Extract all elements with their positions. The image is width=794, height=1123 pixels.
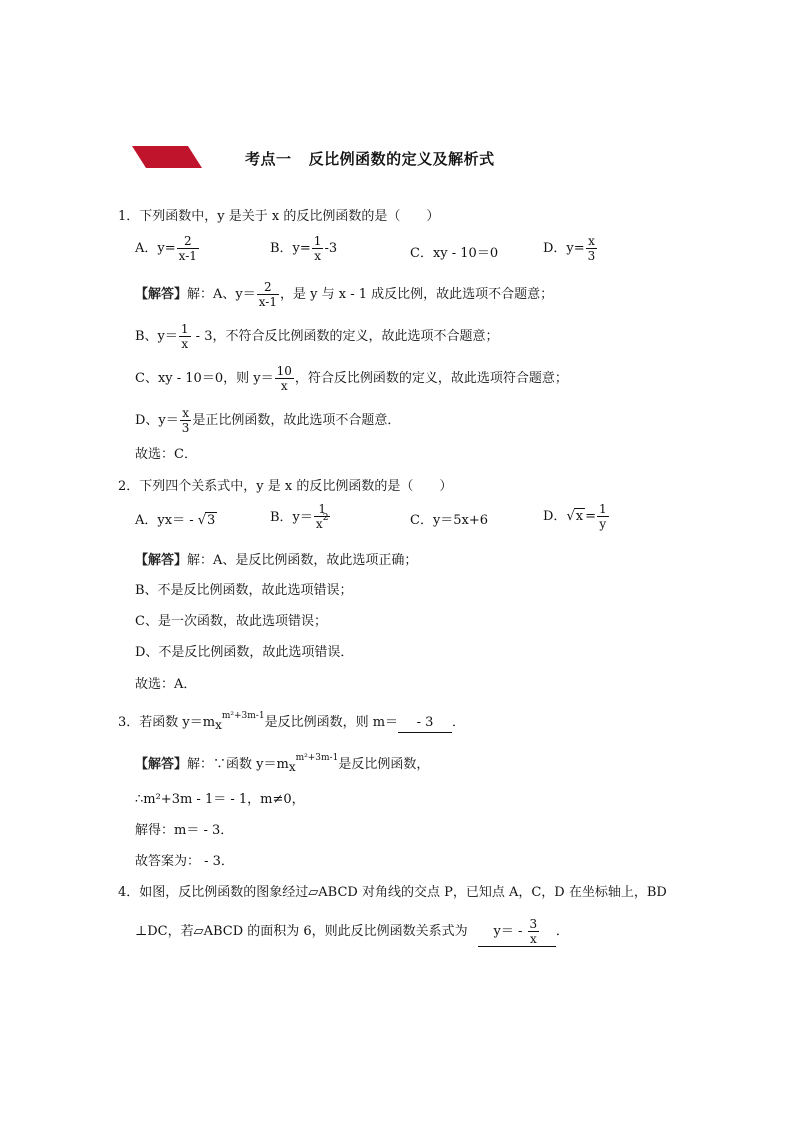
q3-stem-end: ．	[452, 715, 466, 730]
q2-option-b	[270, 502, 331, 533]
q3-answer-blank: - 3	[398, 714, 452, 733]
q2-option-d-eq: =	[585, 509, 596, 524]
q2-option-b-den: x	[315, 517, 323, 531]
q1-option-b	[270, 234, 337, 263]
q1-option-b-fraction	[312, 234, 324, 263]
q1-answer-c-post: ，符合反比例函数的定义，故此选项符合题意；	[294, 371, 568, 386]
q2-option-a-radicand: 3	[207, 513, 216, 528]
q1-answer-a	[135, 280, 553, 309]
q1-option-a	[135, 234, 200, 263]
q4-line-2-end: ．	[555, 924, 569, 939]
q1-option-c: C．xy - 10＝0	[410, 246, 499, 261]
q2-option-b-num: 1	[314, 502, 331, 517]
q1-answer-a-post: ，是 y 与 x - 1 成反比例，故此选项不合题意；	[280, 287, 554, 302]
q3-stem-post: 是反比例函数，则 m＝	[264, 715, 399, 730]
q1-option-d-num: x	[586, 234, 598, 249]
q1-answer-d-den: 3	[181, 421, 190, 435]
q2-option-b-label: B．y＝	[270, 510, 313, 525]
q2-option-d-label: D．	[543, 509, 567, 524]
q1-answer-d-num: x	[180, 406, 192, 421]
q4-blank-den: x	[529, 932, 537, 946]
q1-answer-c-pre: C、xy - 10＝0，则 y＝	[135, 371, 274, 386]
q1-option-d-den: 3	[587, 249, 596, 263]
q2-option-d-num: 1	[598, 502, 607, 516]
q2-option-d-radicand: x	[575, 509, 584, 524]
q1-answer-b-den: x	[181, 337, 189, 351]
q2-option-d-den: y	[599, 517, 607, 531]
q3-answer-1	[135, 755, 429, 775]
q1-option-d-fraction	[586, 234, 598, 263]
q1-option-a-fraction	[177, 234, 199, 263]
q1-answer-b	[135, 322, 498, 351]
q1-option-b-num: 1	[313, 234, 322, 248]
q1-answer-b-post: - 3，不符合反比例函数的定义，故此选项不合题意；	[191, 329, 499, 344]
q4-blank-fraction	[528, 917, 540, 946]
q4-line-2	[135, 917, 569, 947]
q2-option-d: D．√x = $\frac{1}{y}$	[543, 502, 607, 531]
q2-option-c: C．y＝5x+6	[410, 513, 489, 528]
q1-answer-d	[135, 406, 400, 435]
q1-answer-a-num: 2	[257, 280, 279, 295]
q2-answer-c: C、是一次函数，故此选项错误；	[135, 614, 327, 629]
q1-stem: 1．下列函数中，y 是关于 x 的反比例函数的是（ ）	[118, 209, 440, 224]
q2-choice: 故选：A．	[135, 677, 197, 692]
q1-answer-a-den: x-1	[258, 295, 277, 309]
q2-answer-a-text: 解：A、是反比例函数，故此选项正确；	[187, 553, 418, 568]
q1-answer-d-post: 是正比例函数，故此选项不合题意．	[192, 413, 401, 428]
q1-option-a-den: x-1	[178, 249, 197, 263]
q1-option-b-den: x	[314, 249, 321, 263]
q3-answer-1-pre: 解：∵函数 y＝m	[187, 757, 289, 772]
q2-option-d-fraction	[597, 502, 609, 531]
q4-blank-pre: y＝ -	[493, 924, 527, 939]
q1-option-d-label: D．y=	[543, 241, 585, 256]
q2-answer-d: D、不是反比例函数，故此选项错误．	[135, 645, 354, 660]
q1-option-d	[543, 234, 598, 263]
q2-option-b-fraction	[314, 502, 331, 533]
q1-choice: 故选：C．	[135, 447, 197, 462]
q2-answer-a	[135, 552, 417, 570]
q1-answer-d-pre: D、y＝	[135, 413, 179, 428]
q1-answer-c-den: x	[280, 379, 288, 393]
q1-answer-tag: 【解答】	[135, 287, 188, 302]
q1-option-a-label: A．y=	[135, 241, 176, 256]
q1-answer-d-fraction	[180, 406, 192, 435]
q1-answer-b-pre: B、y＝	[135, 329, 178, 344]
q2-answer-b: B、不是反比例函数，故此选项错误；	[135, 583, 353, 598]
q3-answer-2: ∴m²+3m - 1＝ - 1，m≠0，	[135, 792, 305, 807]
q3-answer-1-post: 是反比例函数，	[338, 757, 430, 772]
q2-stem: 2．下列四个关系式中，y 是 x 的反比例函数的是（ ）	[118, 479, 453, 494]
q1-option-b-tail: -3	[324, 241, 338, 256]
q1-answer-c-fraction	[275, 364, 294, 393]
q2-option-a-pre: A．yx＝ -	[135, 513, 198, 528]
q1-answer-c	[135, 364, 568, 393]
q3-answer-tag: 【解答】	[135, 757, 188, 772]
q1-option-a-num: 2	[177, 234, 199, 249]
q3-answer-1-x: x	[288, 760, 296, 774]
q2-answer-tag: 【解答】	[135, 553, 188, 568]
q1-answer-a-pre: 解：A、y＝	[187, 287, 256, 302]
q4-line-1: 4．如图，反比例函数的图象经过▱ABCD 对角线的交点 P，已知点 A，C，D 在坐标轴上，BD	[118, 885, 667, 900]
q3-stem	[118, 713, 465, 733]
q4-answer-blank	[478, 917, 556, 947]
q3-stem-x: x	[215, 718, 222, 732]
q3-answer-4: 故答案为： - 3．	[135, 854, 234, 869]
q3-stem-pre: 3．若函数 y＝m	[118, 715, 216, 730]
section-banner-shape	[132, 146, 202, 168]
q4-line-2-pre: ⊥DC，若▱ABCD 的面积为 6，则此反比例函数关系式为	[135, 924, 468, 939]
section-title: 考点一 反比例函数的定义及解析式	[245, 150, 495, 168]
q2-option-a: A．yx＝ - √3	[135, 513, 216, 528]
q2-option-b-den-sup: 2	[322, 513, 329, 523]
q2-option-b-den-wrap	[314, 513, 331, 533]
q3-answer-1-exponent: m²+3m-1	[295, 753, 339, 763]
q1-option-b-label: B．y=	[270, 241, 311, 256]
q1-answer-c-num: 10	[276, 364, 292, 378]
q1-answer-b-num: 1	[180, 322, 189, 336]
q3-answer-3: 解得：m＝ - 3．	[135, 823, 234, 838]
q1-answer-a-fraction	[257, 280, 279, 309]
q1-answer-b-fraction	[179, 322, 191, 351]
q4-blank-num: 3	[529, 917, 538, 931]
q3-stem-exponent: m²+3m-1	[221, 711, 265, 721]
